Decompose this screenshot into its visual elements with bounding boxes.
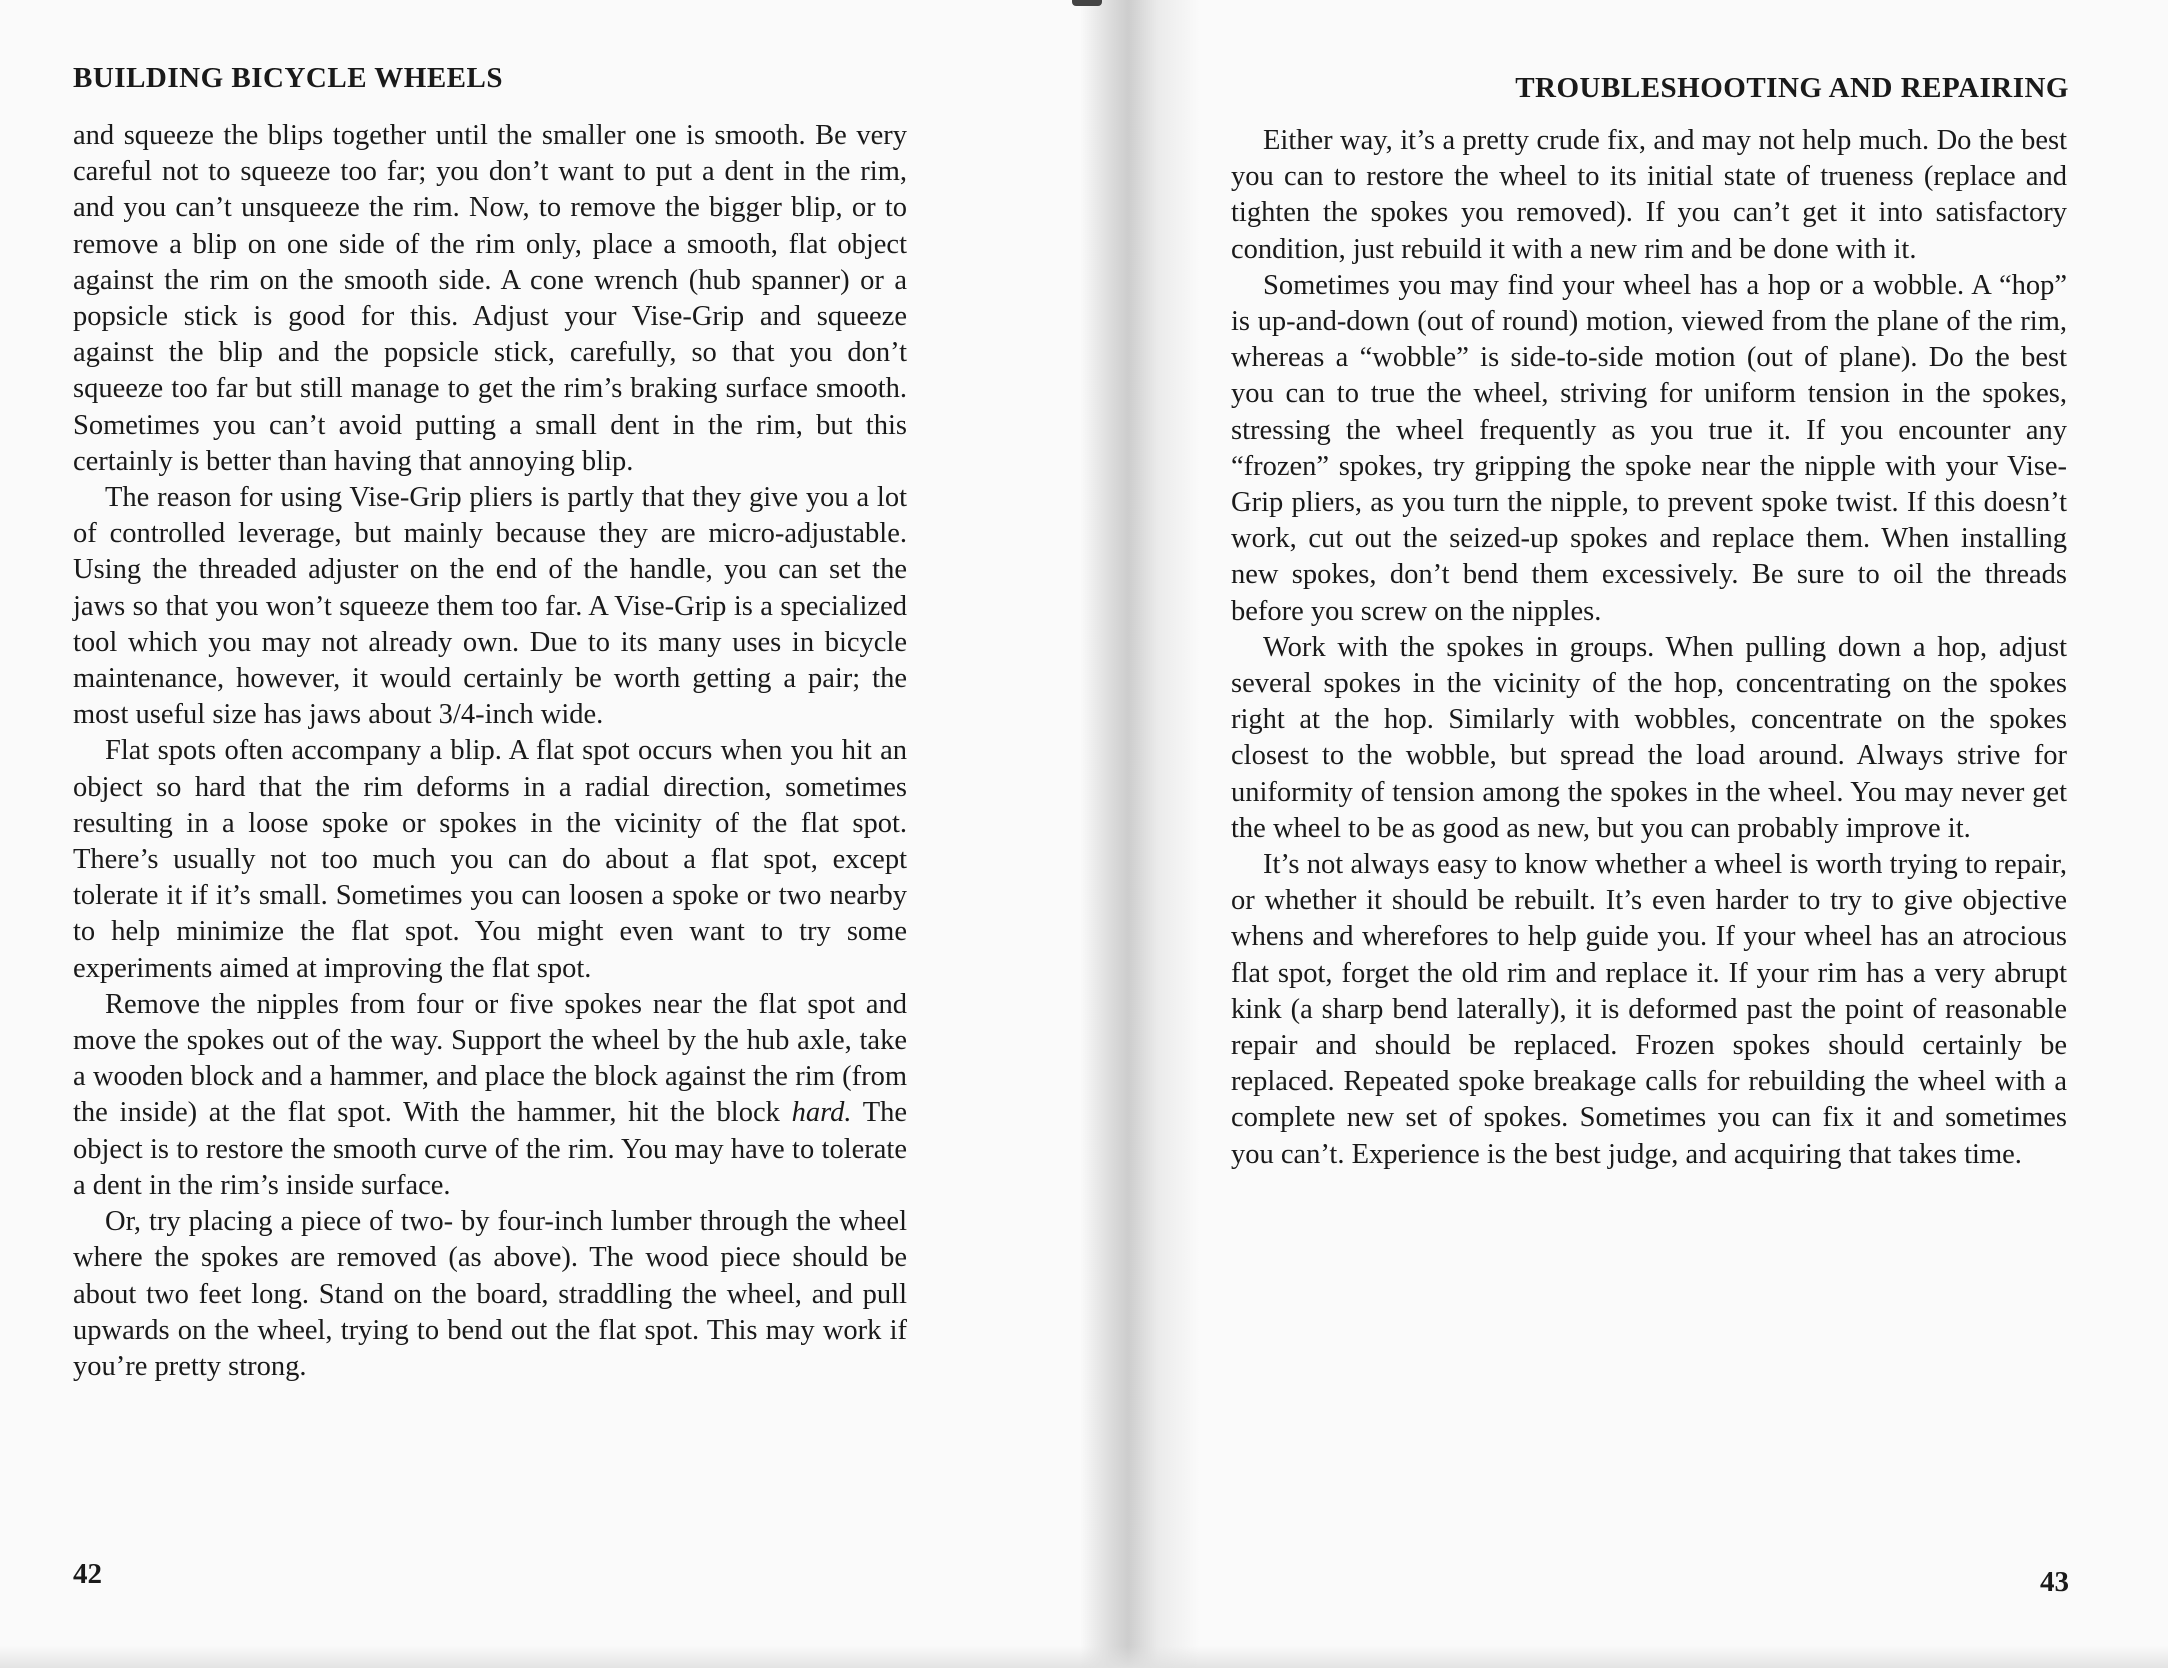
paragraph-text: Remove the nipples from four or five spokes near the flat spot and move the spokes out of the way. Support the wheel by the hub axle, take a wooden block and a hammer, and place the block against the rim (from the inside) at the flat spot. With the hammer, hit the block <box>73 988 907 1129</box>
paragraph: and squeeze the blips together until the smaller one is smooth. Be very careful not to squeeze too far; you don’t want to put a dent in the rim, and you can’t unsqueeze the rim. Now, to remove the bigger blip, or to remove a blip on one side of the rim only, place a smooth, flat object against the rim on the smooth side. A cone wrench (hub spanner) or a popsicle stick is good for this. Adjust your Vise-Grip and squeeze against the blip and the popsicle stick, carefully, so that you don’t squeeze too far but still manage to get the rim’s braking surface smooth. Sometimes you can’t avoid putting a small dent in the rim, but this certainly is better than having that annoying blip. <box>73 120 907 477</box>
right-page <box>1231 0 2069 1668</box>
paragraph: It’s not always easy to know whether a wheel is worth trying to repair, or whether it should be rebuilt. It’s even harder to try to give objective whens and wherefores to help guide you. If your wheel has an atrocious flat spot, forget the old rim and replace it. If your rim has a very abrupt kink (a sharp bend laterally), it is deformed past the point of reasonable repair and should be replaced. Frozen spokes should certainly be replaced. Repeated spoke breakage calls for rebuilding the wheel with a complete new set of spokes. Sometimes you can fix it and sometimes you can’t. Experience is the best judge, and acquiring that takes time. <box>1231 849 2067 1170</box>
paragraph: Either way, it’s a pretty crude fix, and may not help much. Do the best you can to restore the wheel to its initial state of trueness (replace and tighten the spokes you removed). If you can’t get it into satisfactory condition, just rebuild it with a new rim and be done with it. <box>1231 125 2067 265</box>
page-number-right: 43 <box>2040 1566 2069 1598</box>
running-head-right: TROUBLESHOOTING AND REPAIRING <box>1515 72 2069 104</box>
left-page-body <box>73 118 907 1385</box>
page-number-left: 42 <box>73 1558 102 1590</box>
emphasis-text: hard. <box>791 1097 852 1129</box>
running-head-left: BUILDING BICYCLE WHEELS <box>73 62 503 94</box>
paragraph: Flat spots often accompany a blip. A flat spot occurs when you hit an object so hard that the rim deforms in a radial direction, sometimes resulting in a loose spoke or spokes in the vicinity of the flat spot. There’s usually not too much you can do about a flat spot, except tolerate it if it’s small. Sometimes you can loosen a spoke or two nearby to help minimize the flat spot. You might even want to try some experiments aimed at improving the flat spot. <box>73 735 907 984</box>
paragraph: Work with the spokes in groups. When pulling down a hop, adjust several spokes in the vicinity of the hop, concentrating on the spokes right at the hop. Similarly with wobbles, concentrate on the spokes closest to the wobble, but spread the load around. Always strive for uniformity of tension among the spokes in the wheel. You may never get the wheel to be as good as new, but you can probably improve it. <box>1231 631 2067 844</box>
paragraph: Or, try placing a piece of two- by four-inch lumber through the wheel where the spokes are removed (as above). The wood piece should be about two feet long. Stand on the board, straddling the wheel, and pull upwards on the wheel, trying to bend out the flat spot. This may work if you’re pretty strong. <box>73 1206 907 1382</box>
left-page <box>72 0 908 1668</box>
book-gutter-shadow <box>1080 0 1200 1668</box>
paragraph-text: The object is to restore the smooth curve of the rim. You may have to tolerate a dent in the rim’s inside surface. <box>73 1097 907 1201</box>
paragraph: The reason for using Vise-Grip pliers is partly that they give you a lot of controlled leverage, but mainly because they are micro-adjustable. Using the threaded adjuster on the end of the handle, you can set the jaws so that you won’t squeeze them too far. A Vise-Grip is a specialized tool which you may not already own. Due to its many uses in bicycle maintenance, however, it would certainly be worth getting a pair; the most useful size has jaws about 3/4-inch wide. <box>73 482 907 731</box>
page-bottom-shadow <box>0 1646 2168 1668</box>
right-page-body <box>1231 123 2067 1173</box>
paragraph <box>73 987 907 1204</box>
paragraph: Sometimes you may find your wheel has a hop or a wobble. A “hop” is up-and-down (out of round) motion, viewed from the plane of the rim, whereas a “wobble” is side-to-side motion (out of plane). Do the best you can to true the wheel, striving for uniform tension in the spokes, stressing the wheel frequently as you true it. If you encounter any “frozen” spokes, try gripping the spoke near the nipple with your Vise-Grip pliers, as you turn the nipple, to prevent spoke twist. If this doesn’t work, cut out the seized-up spokes and replace them. When installing new spokes, don’t bend them excessively. Be sure to oil the threads before you screw on the nipples. <box>1231 269 2067 627</box>
binding-mark <box>1072 0 1102 6</box>
